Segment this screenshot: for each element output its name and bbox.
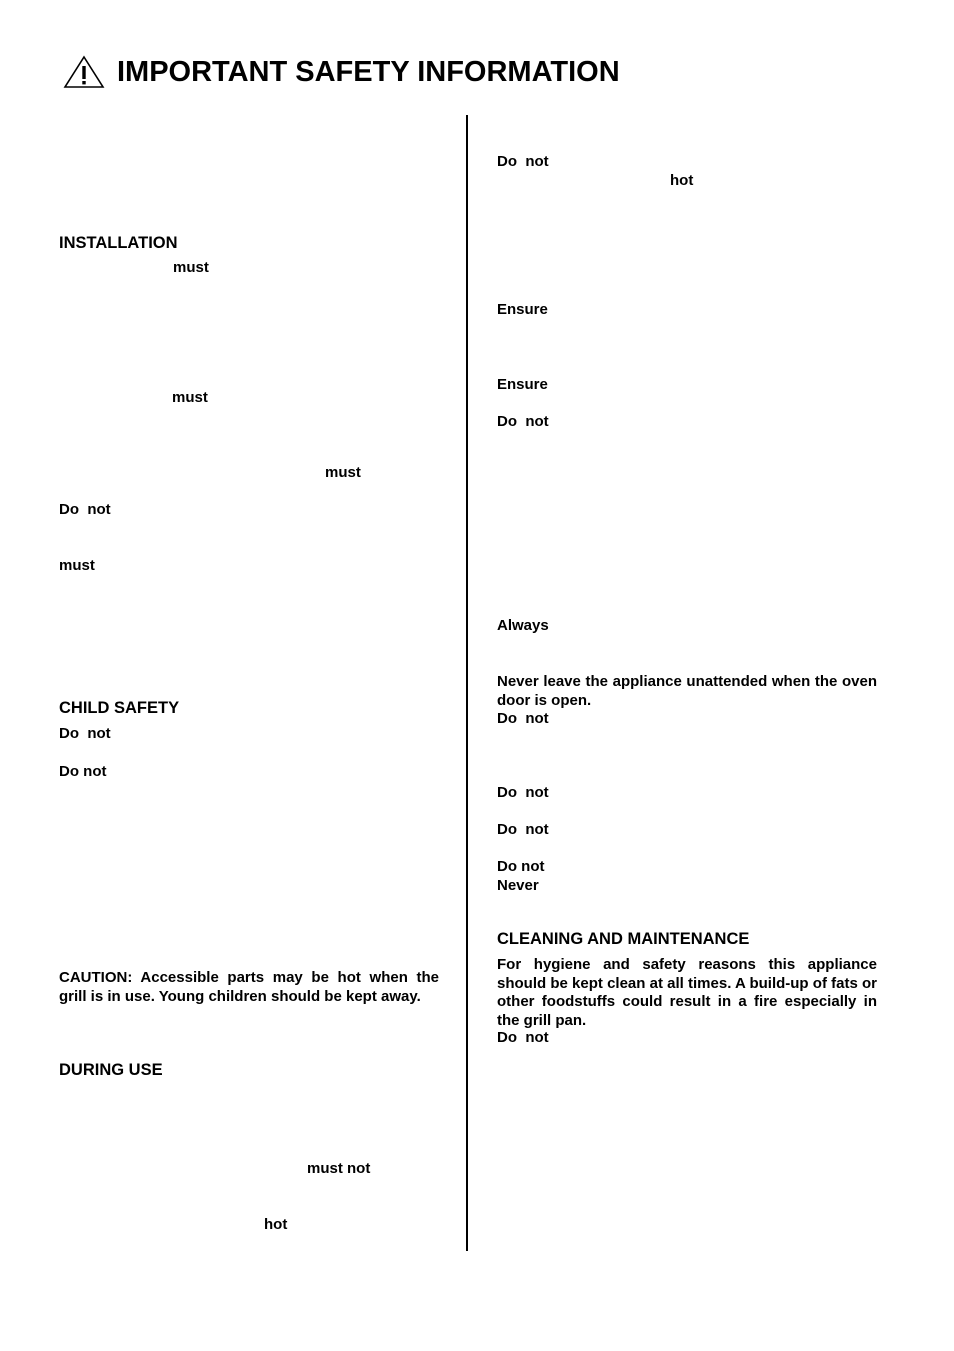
during-use-heading: DURING USE (59, 1061, 163, 1079)
child-safety-heading: CHILD SAFETY (59, 699, 180, 717)
right-do-not-1: Do not (497, 153, 549, 170)
caution-paragraph: CAUTION: Accessible parts may be hot when the grill is in use. Young children should be kept away. (59, 969, 439, 1005)
page-title: IMPORTANT SAFETY INFORMATION (117, 56, 620, 88)
right-always: Always (497, 617, 549, 634)
never-leave-paragraph: Never leave the appliance unattended when the oven door is open. (497, 673, 877, 709)
installation-must-1: must (173, 259, 209, 276)
right-do-not-2: Do not (497, 413, 549, 430)
during-use-hot: hot (264, 1216, 288, 1233)
right-do-not-5: Do not (497, 821, 549, 838)
installation-must-2: must (172, 389, 208, 406)
right-never: Never (497, 877, 539, 894)
installation-heading: INSTALLATION (59, 234, 178, 252)
cleaning-heading: CLEANING AND MAINTENANCE (497, 930, 750, 948)
right-do-not-3: Do not (497, 710, 549, 727)
column-divider (466, 115, 468, 1251)
child-safety-do-not-2: Do not (59, 763, 107, 780)
warning-triangle-icon (63, 55, 105, 89)
right-hot: hot (670, 172, 694, 189)
installation-must-3: must (325, 464, 361, 481)
cleaning-paragraph: For hygiene and safety reasons this appliance should be kept clean at all times. A build-up of fats or other foodstuffs could result in a fire especially in the grill pan. (497, 956, 877, 1029)
installation-do-not: Do not (59, 501, 111, 518)
right-do-not-7: Do not (497, 1029, 549, 1046)
during-use-must-not: must not (307, 1160, 371, 1177)
right-ensure-2: Ensure (497, 376, 548, 393)
right-do-not-4: Do not (497, 784, 549, 801)
child-safety-do-not-1: Do not (59, 725, 111, 742)
right-ensure-1: Ensure (497, 301, 548, 318)
installation-must-4: must (59, 557, 95, 574)
right-do-not-6: Do not (497, 858, 545, 875)
